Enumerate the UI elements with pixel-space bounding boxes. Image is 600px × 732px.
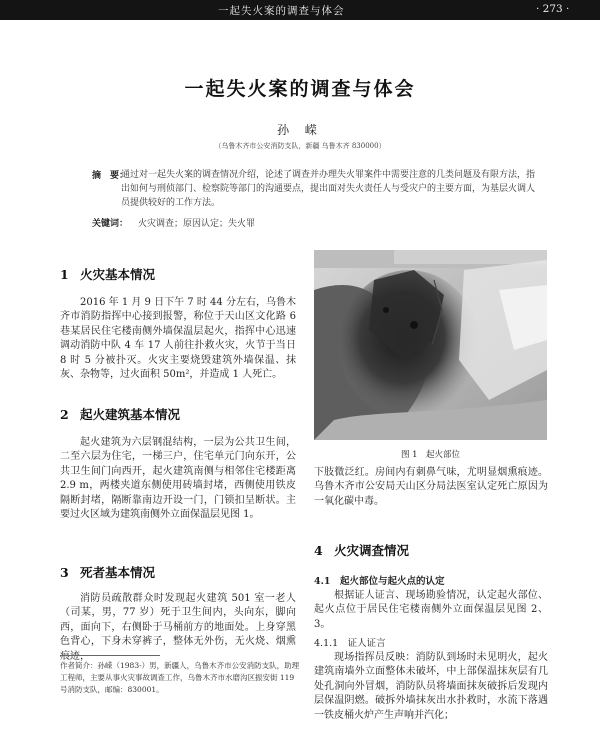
section-title: 起火建筑基本情况 [80, 407, 181, 422]
subsection-4-1-1-heading: 4.1.1 证人证言 [314, 638, 386, 649]
footnote-divider [60, 655, 160, 656]
section-4-heading [314, 541, 409, 559]
section-3-text: 消防员疏散群众时发现起火建筑 501 室一老人（司某，男，77 岁）死于卫生间内，头向东，脚向西，面向下，右侧卧于马桶前方的地面处。上身穿黑色背心，下身未穿裤子，整体无外伤，无火烧、烟熏痕迹， [60, 593, 296, 662]
subsection-4-1-text: 根据证人证言、现场勘验情况，认定起火部位、起火点位于居民住宅楼南侧外立面保温层见图 2、3。 [314, 590, 548, 630]
running-header-title: 一起失火案的调查与体会 [218, 5, 345, 17]
abstract-text: 通过对一起失火案的调查情况介绍，论述了调查并办理失火罪案件中需要注意的几类问题及有限方法，指出如何与刑侦部门、检察院等部门的沟通要点，提出面对失火责任人与受灾户的主要方面，为基层火调人员提供较好的工作方法。 [121, 170, 536, 208]
article-title: 一起失火案的调查与体会 [184, 78, 416, 100]
keywords-text: 火灾调查；原因认定；失火罪 [138, 219, 256, 229]
section-1-heading [60, 265, 155, 283]
page-number: · 273 · [536, 3, 570, 15]
fire-scene-photo [314, 250, 547, 440]
subsection-4-1-heading: 4.1 起火部位与起火点的认定 [314, 576, 445, 587]
section-2-heading [60, 405, 180, 423]
article-author: 孙 嵘 [277, 123, 323, 137]
author-affiliation: （乌鲁木齐市公安消防支队，新疆 乌鲁木齐 830000） [214, 142, 386, 150]
figure-1-caption: 图 1 起火部位 [400, 450, 461, 460]
section-number: 4 [314, 543, 323, 558]
section-number: 1 [60, 267, 69, 282]
section-number: 2 [60, 407, 69, 422]
subsection-4-1-1-text: 现场指挥员反映：消防队到场时未见明火，起火建筑南墙外立面整体未破坏，中上部保温抹灰层有几处孔洞向外冒烟，消防队员将墙面抹灰破拆后发现内层保温阴燃。破拆外墙抹灰出水扑救时，水流下落遇一铁皮桶火炉产生声响并汽化； [314, 652, 548, 721]
section-2-text: 起火建筑为六层钢混结构，一层为公共卫生间，二至六层为住宅，一梯三户，住宅单元门向东开，公共卫生间门向西开，起火建筑南侧与相邻住宅楼距离 2.9 m，两楼夹道东侧使用砖墙封堵，西侧使用铁皮隔断封堵，隔断靠南边开设一门，门锁扣呈断状。主要过火区域为建筑南侧外立面保温层见图 1。 [60, 437, 296, 521]
author-footnote: 作者简介：孙嵘（1983-）男，新疆人，乌鲁木齐市公安消防支队，助理工程师，主要从事火灾事故调查工作，乌鲁木齐市水磨沟区振安街 119 号消防支队，邮编：830001。 [60, 661, 300, 694]
continuation-text: 下肢微泛红。房间内有刺鼻气味，尤明显烟熏痕迹。乌鲁木齐市公安局天山区分局法医室认定死亡原因为一氧化碳中毒。 [314, 467, 548, 507]
section-number: 3 [60, 565, 69, 580]
section-title: 火灾调查情况 [334, 543, 410, 558]
keywords-label: 关键词： [92, 219, 129, 229]
section-title: 死者基本情况 [80, 565, 156, 580]
abstract-label: 摘 要： [92, 171, 129, 181]
section-3-heading [60, 563, 155, 581]
section-title: 火灾基本情况 [80, 267, 156, 282]
section-1-text: 2016 年 1 月 9 日下午 7 时 44 分左右，乌鲁木齐市消防指挥中心接到报警，称位于天山区文化路 6 巷某居民住宅楼南侧外墙保温层起火，指挥中心迅速调动消防中队 4 车 17 人前往扑救火灾，火节于当日 8 时 5 分被扑灭。火灾主要烧毁建筑外墙保温、抹灰、杂物等，过火面积 50m²，并造成 1 人死亡。 [60, 297, 296, 381]
